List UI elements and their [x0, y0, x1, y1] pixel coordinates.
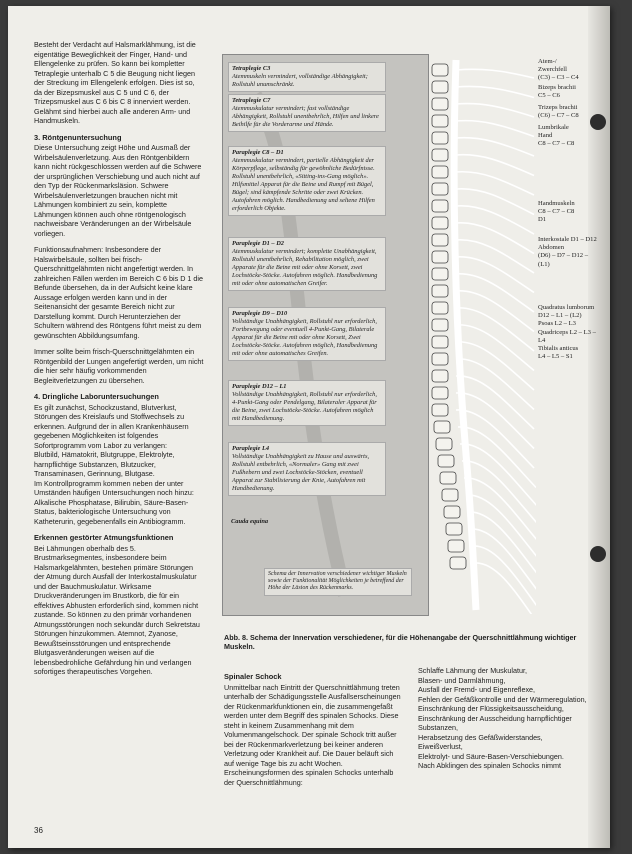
- caption-label: Abb. 8.: [224, 633, 248, 642]
- muscle-label: Quadratus lumborum D12 – L1 – (L2) Psoas L2 – L3 Quadriceps L2 – L3 – L4 Tibialis anticus L4 – L5 – S1: [538, 304, 596, 361]
- spinal-nerve: [456, 342, 534, 390]
- vertebra-body: [432, 234, 448, 246]
- vertebra-body: [432, 166, 448, 178]
- figure-caption: [224, 633, 602, 651]
- annotation-box: Tetraplegie C7 Atemmuskulatur vermindert; fast vollständige Abhängigkeit, Rollstuhl unentbehrlich, Hilfen und linkere Beihilfe für die Vorderarme und Hände.: [228, 94, 386, 132]
- muscle-label: Handmuskeln C8 – C7 – C8 D1: [538, 200, 575, 224]
- vertebra-body: [432, 132, 448, 144]
- vertebra-body: [432, 251, 448, 263]
- list-item: Fehlen der Gefäßkontrolle und der Wärmeregulation,: [418, 694, 587, 704]
- vertebra-body: [432, 98, 448, 110]
- annotation-box: Paraplegie D12 – L1 Vollständige Unabhängigkeit, Rollstuhl nur erforderlich, 4-Punkt-Gang oder Pendelgang, Bilateraler Apparat für die Beine, zwei Lochstöcke-Stöcke. Autofahren möglich mit Handbedienung.: [228, 380, 386, 426]
- paragraph: Funktionsaufnahmen: Insbesondere der Halswirbelsäule, sollten bei frisch-Querschnittgelähmten nicht angefertigt werden. In zahlreichen Fällen werden im Bereich C 6 bis D 1 die Befunde übersehen, da in der Aufsicht keine klare Aussage erfolgen werden kann und in der Seitenansicht der gesamte Bereich nicht zur Darstellung kommt. Durch Herunterziehen der Schultern während des Röntgens führt meist zu dem gewünschten Abbildungsumfang.: [34, 245, 203, 340]
- vertebra-body: [432, 81, 448, 93]
- vertebra-body: [432, 353, 448, 365]
- annotation-box: Paraplegie D1 – D2 Atemmuskulatur vermindert; komplette Unabhängigkeit, Rollstuhl unentbehrlich, Rehabilitation möglich, zwei Apparate für die Beine mit oder ohne Korsett, zwei Lochstöcke-Stöcke. Autofahren möglich. Handbedienung mit oder ohne automatischen Greifer.: [228, 237, 386, 291]
- vertebra-body: [432, 217, 448, 229]
- paragraph: Blutbild, Hämatokrit, Blutgruppe, Elektrolyte, harnpflichtige Substanzen, Blutzucker, Transaminasen, Gerinnung, Blutgase.: [34, 450, 175, 478]
- muscle-label: Trizeps brachii (C6) – C7 – C8: [538, 104, 579, 120]
- list-item: Einschränkung der Flüssigkeitsausscheidung,: [418, 704, 564, 713]
- list-item: Blasen- und Darmlähmung,: [418, 675, 506, 685]
- muscle-label: Atem-/ Zwerchfell (C3) – C3 – C4: [538, 58, 579, 82]
- vertebra-body: [432, 302, 448, 314]
- paragraph: Bei Lähmungen oberhalb des 5. Brustmarksegmentes, insbesondere beim Halsmarkgelähmten, bestehen primäre Störungen der Atmung durch Ausfall der Interkostalmuskulatur und der Bauchmuskulatur. Wirksame Druckveränderungen im Brustkorb, die für ein effektives Abhusten erforderlich sind, kommen nicht zustande. So können zu den primär vorhandenen Atmungsstörungen noch sekundär durch Sekretstau Störungen hinzukommen. Atemnot, Zyanose, Bewußtseinsstörungen und entsprechende Blutgasveränderungen weisen auf die lebensbedrohliche Gefährdung hin und verlangen sofortiges therapeutisches Vorgehen.: [34, 543, 200, 676]
- spinal-nerve: [456, 121, 534, 137]
- figure-inner-caption: Schema der Innervation verschiedener wichtiger Muskeln sowie der Funktionalität Möglichkeiten je betreffend der Höhe der Läsion des Rückenmarks.: [264, 568, 412, 596]
- spinal-nerve: [456, 206, 534, 234]
- list-item: Elektrolyt- und Säure-Basen-Verschiebungen.: [418, 751, 564, 761]
- section-heading: Spinaler Schock: [224, 672, 282, 681]
- vertebra-body: [438, 455, 454, 467]
- spinal-nerve: [474, 563, 536, 614]
- paragraph: Es gilt zunächst, Schockzustand, Blutverlust, Störungen des Kreislaufs und Stoffwechsels zu erkennen. Aufgrund der in allen Krankenhäusern gegebenen Möglichkeiten ist folgendes Sofortprogramm vom Labor zu verlangen:: [34, 402, 189, 450]
- spinal-nerve: [470, 529, 536, 605]
- vertebra-body: [444, 506, 460, 518]
- spinal-nerve: [456, 308, 534, 351]
- vertebra-body: [440, 472, 456, 484]
- paragraph: Unmittelbar nach Eintritt der Querschnittlähmung treten unterhalb der Schädigungsstelle Ausfallserscheinungen der Rückenmarkfunktionen ein, die zusammengefaßt werden unter dem Begriff des spinalen Schocks. Diese steht in keinem Zusammenhang mit dem Volumenmangelschock. Der spinale Schock tritt außer bei der Rückenmarkverletzung bei keiner anderen Verletzung oder Krankheit auf. Die Dauer beläuft sich auf wenige Tage bis zu acht Wochen.: [224, 682, 401, 768]
- section-heading: 4. Dringliche Laboruntersuchungen: [34, 392, 159, 401]
- section-heading: Erkennen gestörter Atmungsfunktionen: [34, 533, 174, 542]
- vertebra-body: [432, 149, 448, 161]
- vertebra-body: [432, 64, 448, 76]
- list-item: Ausfall der Fremd- und Eigenreflexe,: [418, 685, 536, 694]
- left-text-column: [34, 40, 204, 684]
- list-item: Einschränkung der Ausscheidung harnpflichtiger Substanzen,: [418, 713, 572, 732]
- vertebra-body: [432, 183, 448, 195]
- annotation-box: Cauda equina: [231, 518, 269, 525]
- spinal-nerve: [456, 325, 534, 371]
- paragraph: Im Kontrollprogramm kommen neben der unter Umständen häufigen Untersuchungen noch hinzu:: [34, 478, 194, 497]
- paragraph: Erscheinungsformen des spinalen Schocks unterhalb der Querschnittlähmung:: [224, 768, 394, 787]
- list-item: Nach Abklingen des spinalen Schocks nimmt: [418, 761, 562, 770]
- vertebra-body: [436, 438, 452, 450]
- spinal-nerve: [472, 546, 536, 614]
- spinal-nerve: [456, 274, 534, 312]
- vertebra-body: [432, 336, 448, 348]
- muscle-label: Bizeps brachii C5 – C6: [538, 84, 576, 100]
- vertebra-body: [432, 200, 448, 212]
- spinal-innervation-figure: [216, 54, 598, 626]
- section-heading: 3. Röntgenuntersuchung: [34, 132, 122, 142]
- list-item: Eiweißverlust,: [418, 742, 463, 751]
- paragraph: Besteht der Verdacht auf Halsmarklähmung, ist die eigentätige Beweglichkeit der Finger, Hand- und Ellengelenke zu prüfen. So kann bei kompletter Tetraplegie unterhalb C 5 die Beugung nicht liegen der Streckung im Ellengelenk erfolgen. Dies ist so, da der Bizepsmuskel aus C 5 und C 6, der Trizepsmuskel aus C 6 bis C 8 innerviert werden. Gelähmt sind hierbei auch alle anderen Arm- und Handmuskeln.: [34, 40, 196, 125]
- vertebra-body: [432, 370, 448, 382]
- paragraph: Alkalische Phosphatase, Bilirubin, Säure-Basen-Status, bakteriologische Untersuchung von Katheterurin, gegebenenfalls ein Antibiogramm.: [34, 497, 189, 526]
- vertebra-body: [448, 540, 464, 552]
- spinal-nerve: [456, 359, 534, 410]
- spinal-nerve: [456, 189, 534, 215]
- vertebra-body: [432, 115, 448, 127]
- muscle-label: Lumbrikale Hand C8 – C7 – C8: [538, 124, 575, 148]
- book-page: [8, 6, 610, 848]
- spinal-nerve: [456, 86, 534, 97]
- vertebra-body: [432, 285, 448, 297]
- annotation-box: Tetraplegie C3 Atemmuskeln vermindert, vollständige Abhängigkeit; Rollstuhl unumschränkt.: [228, 62, 386, 92]
- annotation-box: Paraplegie D9 – D10 Vollständige Unabhängigkeit, Rollstuhl nur erforderlich, Fortbewegung oder eventuell 4-Punkt-Gang, Bilaterale Apparat für die Beine mit oder ohne Korsett, Zwei Lochstöcke-Stöcke. Autofahren möglich, Handbedienung mit oder ohne automatisches Greifen.: [228, 307, 386, 361]
- middle-text-column: [224, 672, 402, 794]
- list-item: Schlaffe Lähmung der Muskulatur,: [418, 666, 527, 675]
- vertebra-body: [432, 319, 448, 331]
- caption-text: Schema der Innervation verschiedener, für die Höhenangabe der Querschnittlähmung wichtiger Muskeln.: [224, 633, 577, 651]
- spinal-nerve: [456, 138, 534, 156]
- annotation-box: Paraplegie L4 Vollständige Unabhängigkeit zu Hause und auswärts, Rollstuhl entbehrlich, «Normaler» Gang mit zwei Fußhebern und zwei Lochstöcke-Stöcken, eventuell Apparat zur Stabilisierung der Knie, Autofahren mit Handbedienung.: [228, 442, 386, 496]
- right-text-column: [418, 666, 603, 771]
- spinal-nerve: [456, 104, 534, 117]
- page-number: 36: [34, 826, 43, 835]
- paragraph: Diese Untersuchung zeigt Höhe und Ausmaß der Wirbelsäulenverletzung. Aus den Röntgenbildern kann nicht rückgeschlossen werden auf die Schwere der ursprünglichen Verschiebung und auch nicht auf den Typ der Rückenmarksläsion. Schwere Wirbelsäulenverletzungen brauchen nicht mit Lähmungen kombiniert zu sein, komplette Lähmungen können auch ohne röntgenologisch nachweisbare Veränderungen an der Wirbelsäule vorliegen.: [34, 143, 202, 238]
- muscle-label: Interkostale D1 – D12 Abdomen (D6) – D7 – D12 – (L1): [538, 236, 597, 268]
- vertebra-body: [450, 557, 466, 569]
- list-item: Herabsetzung des Gefäßwiderstandes,: [418, 732, 543, 742]
- spinal-cord-illustration: [396, 54, 536, 614]
- vertebra-body: [446, 523, 462, 535]
- vertebra-body: [442, 489, 458, 501]
- vertebra-body: [434, 421, 450, 433]
- annotation-box: Paraplegie C8 – D1 Atemmuskulatur vermindert, partielle Abhängigkeit der Körperpflege, selbständig für gewöhnliche Bedürfnisse. Rollstuhl unentbehrlich, «Sitting-ins-Gang möglich». Hilfsmittel Apparat für die Beine und Rumpf mit Bügel, Bügel; sind kämpfende Schritte oder zwei Krücken. Autofahren möglich. Handbedienung und seltene Hilfen erforderlich Objekte.: [228, 146, 386, 216]
- spinal-nerve: [456, 172, 534, 195]
- spinal-nerve: [456, 376, 534, 429]
- vertebra-body: [432, 387, 448, 399]
- spinal-nerve: [456, 69, 534, 78]
- vertebra-body: [432, 404, 448, 416]
- paragraph: Immer sollte beim frisch-Querschnittgelähmten ein Röntgenbild der Lungen angefertigt werden, um nicht die hier sehr häufig vorkommenden Begleitverletzungen zu übersehen.: [34, 347, 204, 385]
- vertebra-body: [432, 268, 448, 280]
